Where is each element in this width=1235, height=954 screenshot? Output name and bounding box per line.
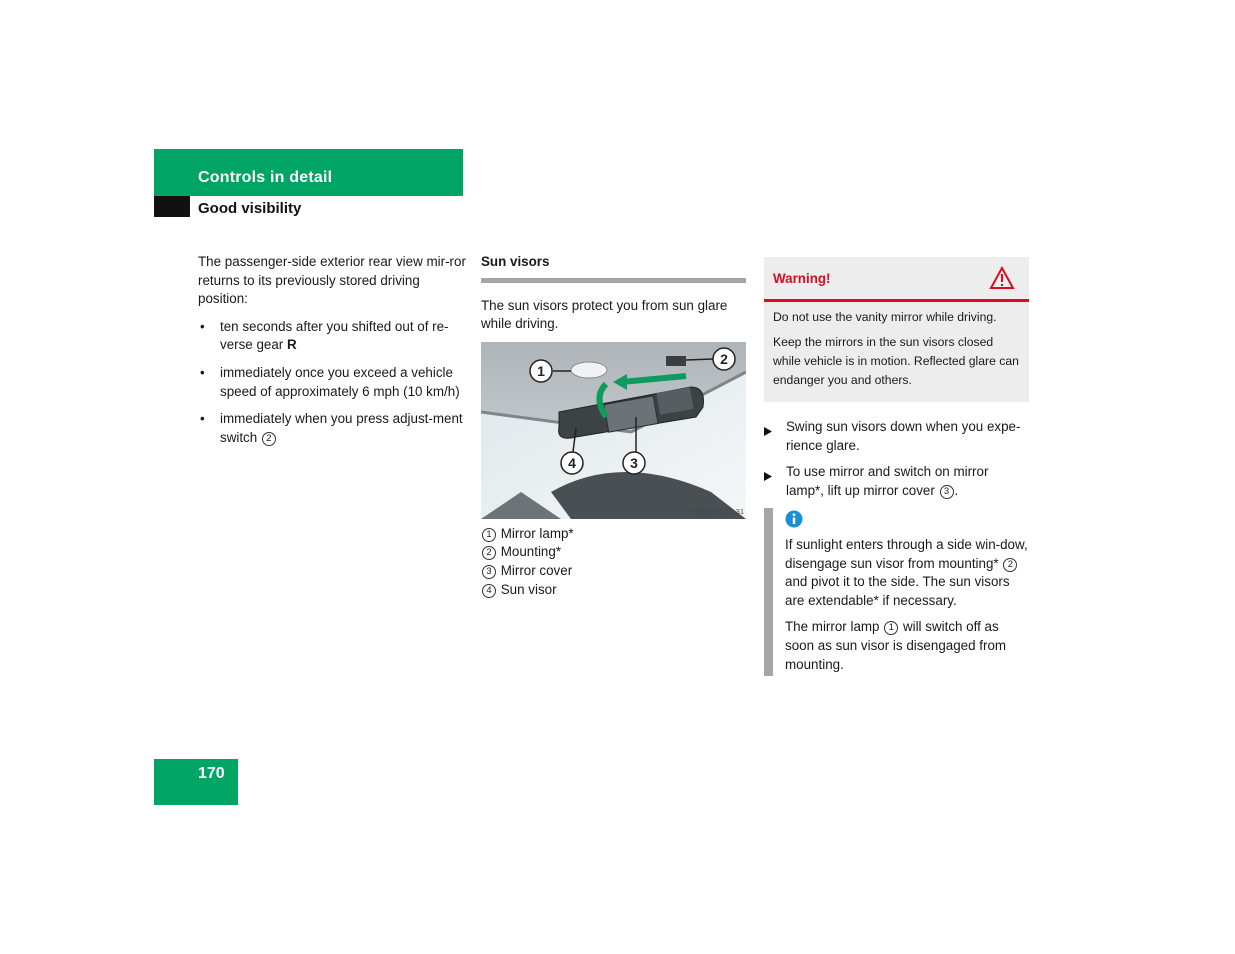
info-paragraph: If sunlight enters through a side win-dow, disengage sun visor from mounting* 2 and pivot it to the side. The sun visors are extendable* if necessary. xyxy=(785,536,1028,608)
svg-text:1: 1 xyxy=(537,362,545,379)
list-item: • immediately when you press adjust-ment switch 2 xyxy=(200,411,463,445)
sun-visor-drawing xyxy=(481,342,746,519)
warning-box xyxy=(764,257,1029,402)
svg-text:4: 4 xyxy=(568,454,576,471)
bullet-icon: • xyxy=(200,411,205,427)
sun-visor-illustration xyxy=(481,342,746,519)
page-number-box xyxy=(154,759,238,805)
svg-text:3: 3 xyxy=(630,454,638,471)
warning-title: Warning! xyxy=(773,271,831,286)
callout-number: 2 xyxy=(262,432,276,446)
list-item: 1 Mirror lamp* xyxy=(481,525,746,544)
subsection-title: Sun visors xyxy=(481,254,550,269)
section-title: Good visibility xyxy=(198,200,302,217)
callout-4 xyxy=(561,452,583,474)
right-column xyxy=(764,257,1029,676)
info-box xyxy=(764,508,1029,676)
left-column xyxy=(198,253,466,456)
warning-body: Do not use the vanity mirror while driving. Keep the mirrors in the sun visors closed while vehicle is in motion. Reflected glare can endanger you and others. xyxy=(773,310,1019,387)
list-item: • immediately once you exceed a vehicle speed of approximately 6 mph (10 km/h) xyxy=(200,364,460,399)
figure-legend xyxy=(481,525,746,599)
warning-header xyxy=(764,257,1029,302)
subsection-intro: The sun visors protect you from sun glare while driving. xyxy=(481,297,728,332)
section-marker xyxy=(154,196,190,217)
svg-text:2: 2 xyxy=(720,350,728,367)
list-item: To use mirror and switch on mirror lamp*, lift up mirror cover 3 . xyxy=(764,463,1029,500)
chapter-title: Controls in detail xyxy=(198,169,333,186)
middle-column xyxy=(481,253,746,599)
step-arrow-icon xyxy=(764,423,772,442)
step-list xyxy=(764,418,1029,500)
gear-letter: R xyxy=(287,337,297,353)
list-item: • ten seconds after you shifted out of re-verse gear R xyxy=(200,318,449,353)
bullet-icon: • xyxy=(200,364,205,380)
info-icon xyxy=(785,508,1029,534)
step-arrow-icon xyxy=(764,468,772,487)
figure-code: P68.60-2067-31 xyxy=(690,506,744,516)
intro-paragraph: The passenger-side exterior rear view mir-ror returns to its previously stored driving position: xyxy=(198,254,466,307)
page-number: 170 xyxy=(198,765,225,782)
callout-3 xyxy=(623,452,645,474)
warning-triangle-icon xyxy=(989,266,1015,296)
list-item: 4 Sun visor xyxy=(481,581,746,600)
list-item: Swing sun visors down when you expe-rience glare. xyxy=(764,418,1029,455)
condition-list xyxy=(198,318,466,448)
list-item: 3 Mirror cover xyxy=(481,562,746,581)
bullet-icon: • xyxy=(200,318,205,334)
list-item: 2 Mounting* xyxy=(481,543,746,562)
info-paragraph: The mirror lamp 1 will switch off as soon as sun visor is disengaged from mounting. xyxy=(785,619,1007,672)
chapter-header-bar xyxy=(154,149,463,196)
title-rule xyxy=(481,278,746,283)
